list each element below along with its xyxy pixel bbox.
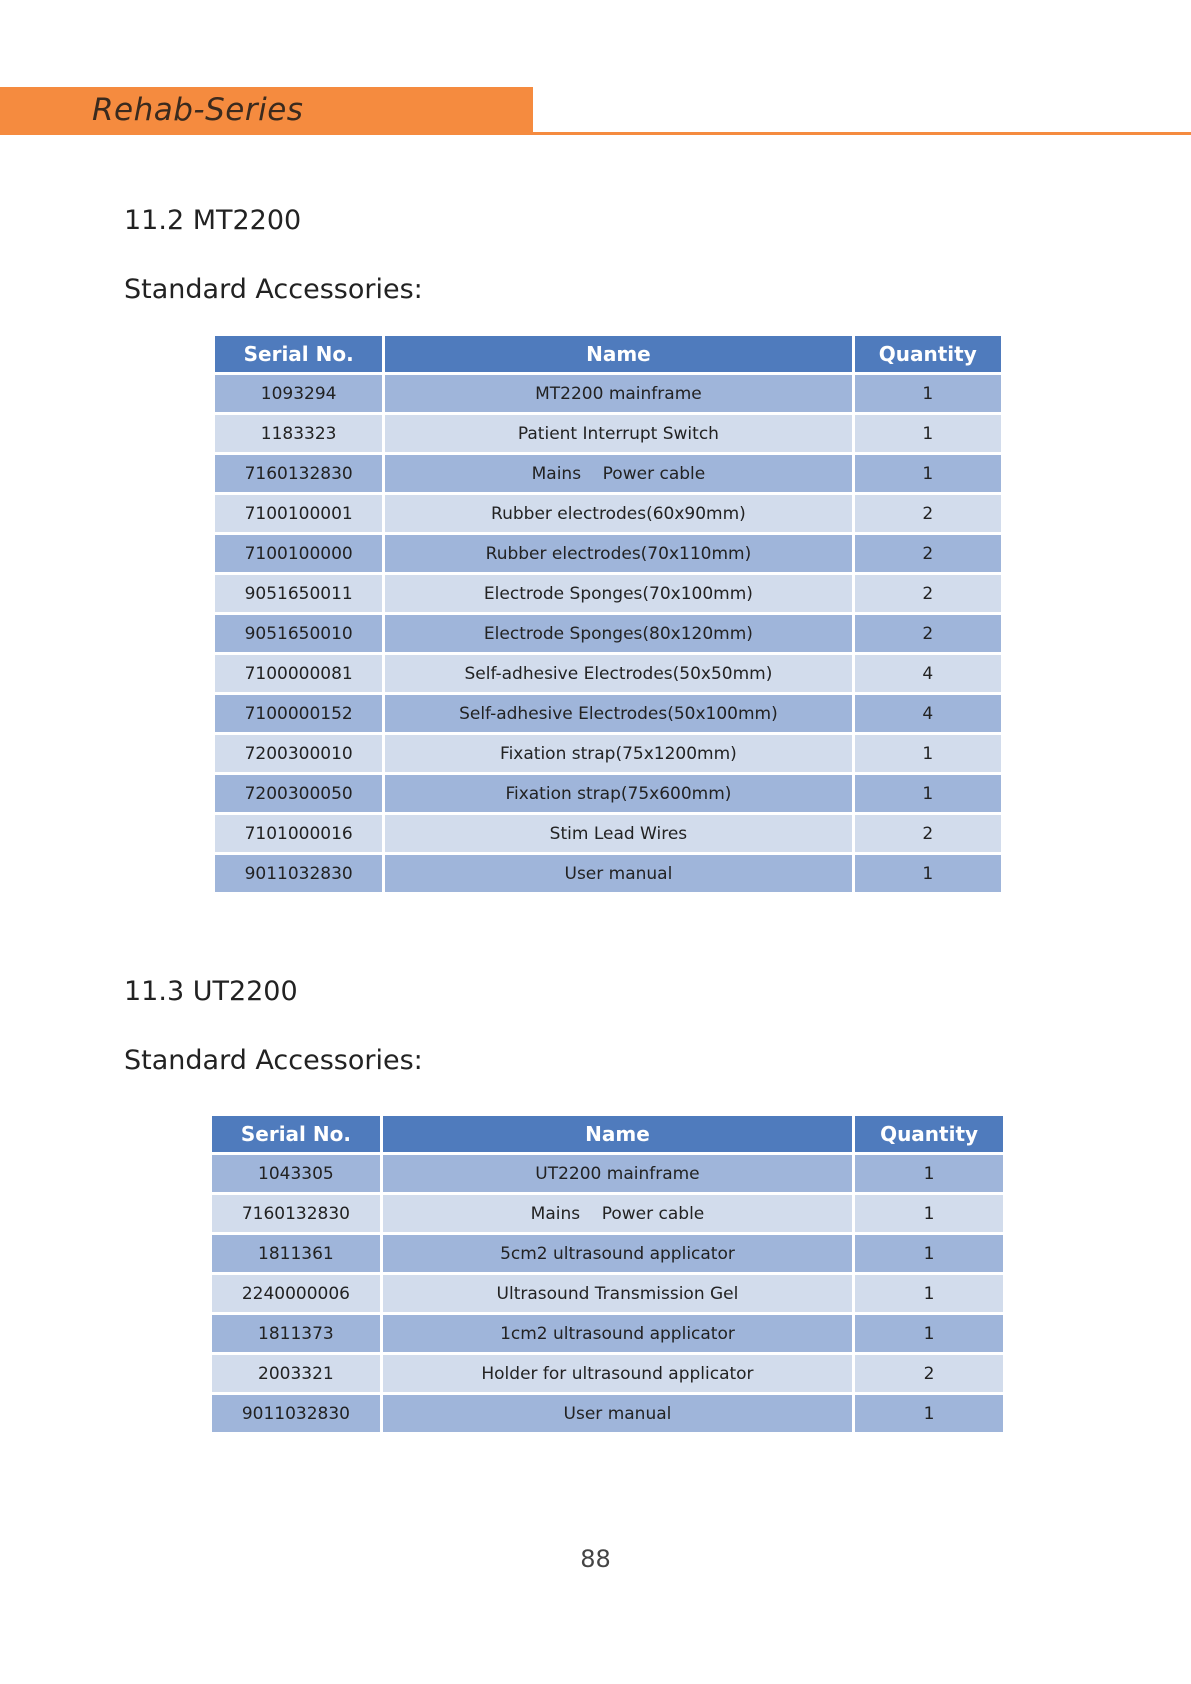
- column-header-serial: Serial No.: [215, 336, 382, 372]
- table-row: [212, 1355, 1003, 1392]
- name-cell: Rubber electrodes(70x110mm): [385, 535, 851, 572]
- serial-cell: 7100000152: [215, 695, 382, 732]
- serial-cell: 9051650011: [215, 575, 382, 612]
- name-cell: Stim Lead Wires: [385, 815, 851, 852]
- serial-cell: 7160132830: [212, 1195, 380, 1232]
- serial-cell: 9051650010: [215, 615, 382, 652]
- name-cell: 1cm2 ultrasound applicator: [383, 1315, 852, 1352]
- table-row: [212, 1155, 1003, 1192]
- table-row: [215, 855, 1001, 892]
- serial-cell: 7100100000: [215, 535, 382, 572]
- column-header-quantity: Quantity: [855, 336, 1001, 372]
- quantity-cell: 2: [855, 535, 1001, 572]
- column-header-serial: Serial No.: [212, 1116, 380, 1152]
- name-cell: MT2200 mainframe: [385, 375, 851, 412]
- table-row: [215, 655, 1001, 692]
- quantity-cell: 2: [855, 575, 1001, 612]
- series-title: Rehab-Series: [92, 92, 304, 128]
- quantity-cell: 2: [855, 815, 1001, 852]
- table-row: [215, 815, 1001, 852]
- table-row: [215, 775, 1001, 812]
- section-title-mt2200: 11.2 MT2200: [124, 205, 302, 236]
- name-cell: 5cm2 ultrasound applicator: [383, 1235, 852, 1272]
- serial-cell: 1183323: [215, 415, 382, 452]
- serial-cell: 9011032830: [212, 1395, 380, 1432]
- serial-cell: 7160132830: [215, 455, 382, 492]
- table-row: [215, 455, 1001, 492]
- table-row: [212, 1195, 1003, 1232]
- table-row: [215, 535, 1001, 572]
- quantity-cell: 1: [855, 775, 1001, 812]
- quantity-cell: 1: [855, 1275, 1003, 1312]
- section-subtitle-mt2200: Standard Accessories:: [124, 274, 423, 305]
- serial-cell: 1811373: [212, 1315, 380, 1352]
- quantity-cell: 1: [855, 375, 1001, 412]
- table-row: [215, 615, 1001, 652]
- name-cell: Mains Power cable: [385, 455, 851, 492]
- quantity-cell: 1: [855, 1315, 1003, 1352]
- name-cell: Holder for ultrasound applicator: [383, 1355, 852, 1392]
- name-cell: Fixation strap(75x600mm): [385, 775, 851, 812]
- table-row: [212, 1235, 1003, 1272]
- serial-cell: 1043305: [212, 1155, 380, 1192]
- table-row: [215, 575, 1001, 612]
- name-cell: Mains Power cable: [383, 1195, 852, 1232]
- table-row: [212, 1275, 1003, 1312]
- serial-cell: 7100000081: [215, 655, 382, 692]
- quantity-cell: 1: [855, 1155, 1003, 1192]
- serial-cell: 2240000006: [212, 1275, 380, 1312]
- serial-cell: 7200300010: [215, 735, 382, 772]
- section-subtitle-ut2200: Standard Accessories:: [124, 1045, 423, 1076]
- quantity-cell: 2: [855, 1355, 1003, 1392]
- column-header-quantity: Quantity: [855, 1116, 1003, 1152]
- name-cell: User manual: [383, 1395, 852, 1432]
- quantity-cell: 1: [855, 1195, 1003, 1232]
- quantity-cell: 1: [855, 455, 1001, 492]
- name-cell: Rubber electrodes(60x90mm): [385, 495, 851, 532]
- name-cell: Self-adhesive Electrodes(50x50mm): [385, 655, 851, 692]
- serial-cell: 2003321: [212, 1355, 380, 1392]
- column-header-name: Name: [385, 336, 851, 372]
- name-cell: Self-adhesive Electrodes(50x100mm): [385, 695, 851, 732]
- serial-cell: 1093294: [215, 375, 382, 412]
- quantity-cell: 2: [855, 495, 1001, 532]
- quantity-cell: 1: [855, 855, 1001, 892]
- quantity-cell: 1: [855, 415, 1001, 452]
- name-cell: UT2200 mainframe: [383, 1155, 852, 1192]
- serial-cell: 1811361: [212, 1235, 380, 1272]
- accessories-table-mt2200: [212, 333, 1004, 895]
- table-row: [215, 495, 1001, 532]
- serial-cell: 7101000016: [215, 815, 382, 852]
- quantity-cell: 4: [855, 695, 1001, 732]
- serial-cell: 7100100001: [215, 495, 382, 532]
- quantity-cell: 1: [855, 735, 1001, 772]
- table-row: [215, 375, 1001, 412]
- quantity-cell: 4: [855, 655, 1001, 692]
- table-row: [215, 415, 1001, 452]
- table-row: [212, 1395, 1003, 1432]
- name-cell: Fixation strap(75x1200mm): [385, 735, 851, 772]
- name-cell: Ultrasound Transmission Gel: [383, 1275, 852, 1312]
- section-title-ut2200: 11.3 UT2200: [124, 976, 298, 1007]
- quantity-cell: 1: [855, 1235, 1003, 1272]
- accessories-table-ut2200: [209, 1113, 1006, 1435]
- name-cell: Patient Interrupt Switch: [385, 415, 851, 452]
- page-number: 88: [580, 1545, 611, 1573]
- header-rule: [533, 132, 1191, 135]
- name-cell: Electrode Sponges(70x100mm): [385, 575, 851, 612]
- table-row: [215, 695, 1001, 732]
- name-cell: User manual: [385, 855, 851, 892]
- quantity-cell: 1: [855, 1395, 1003, 1432]
- serial-cell: 7200300050: [215, 775, 382, 812]
- table-row: [212, 1315, 1003, 1352]
- serial-cell: 9011032830: [215, 855, 382, 892]
- quantity-cell: 2: [855, 615, 1001, 652]
- name-cell: Electrode Sponges(80x120mm): [385, 615, 851, 652]
- column-header-name: Name: [383, 1116, 852, 1152]
- table-row: [215, 735, 1001, 772]
